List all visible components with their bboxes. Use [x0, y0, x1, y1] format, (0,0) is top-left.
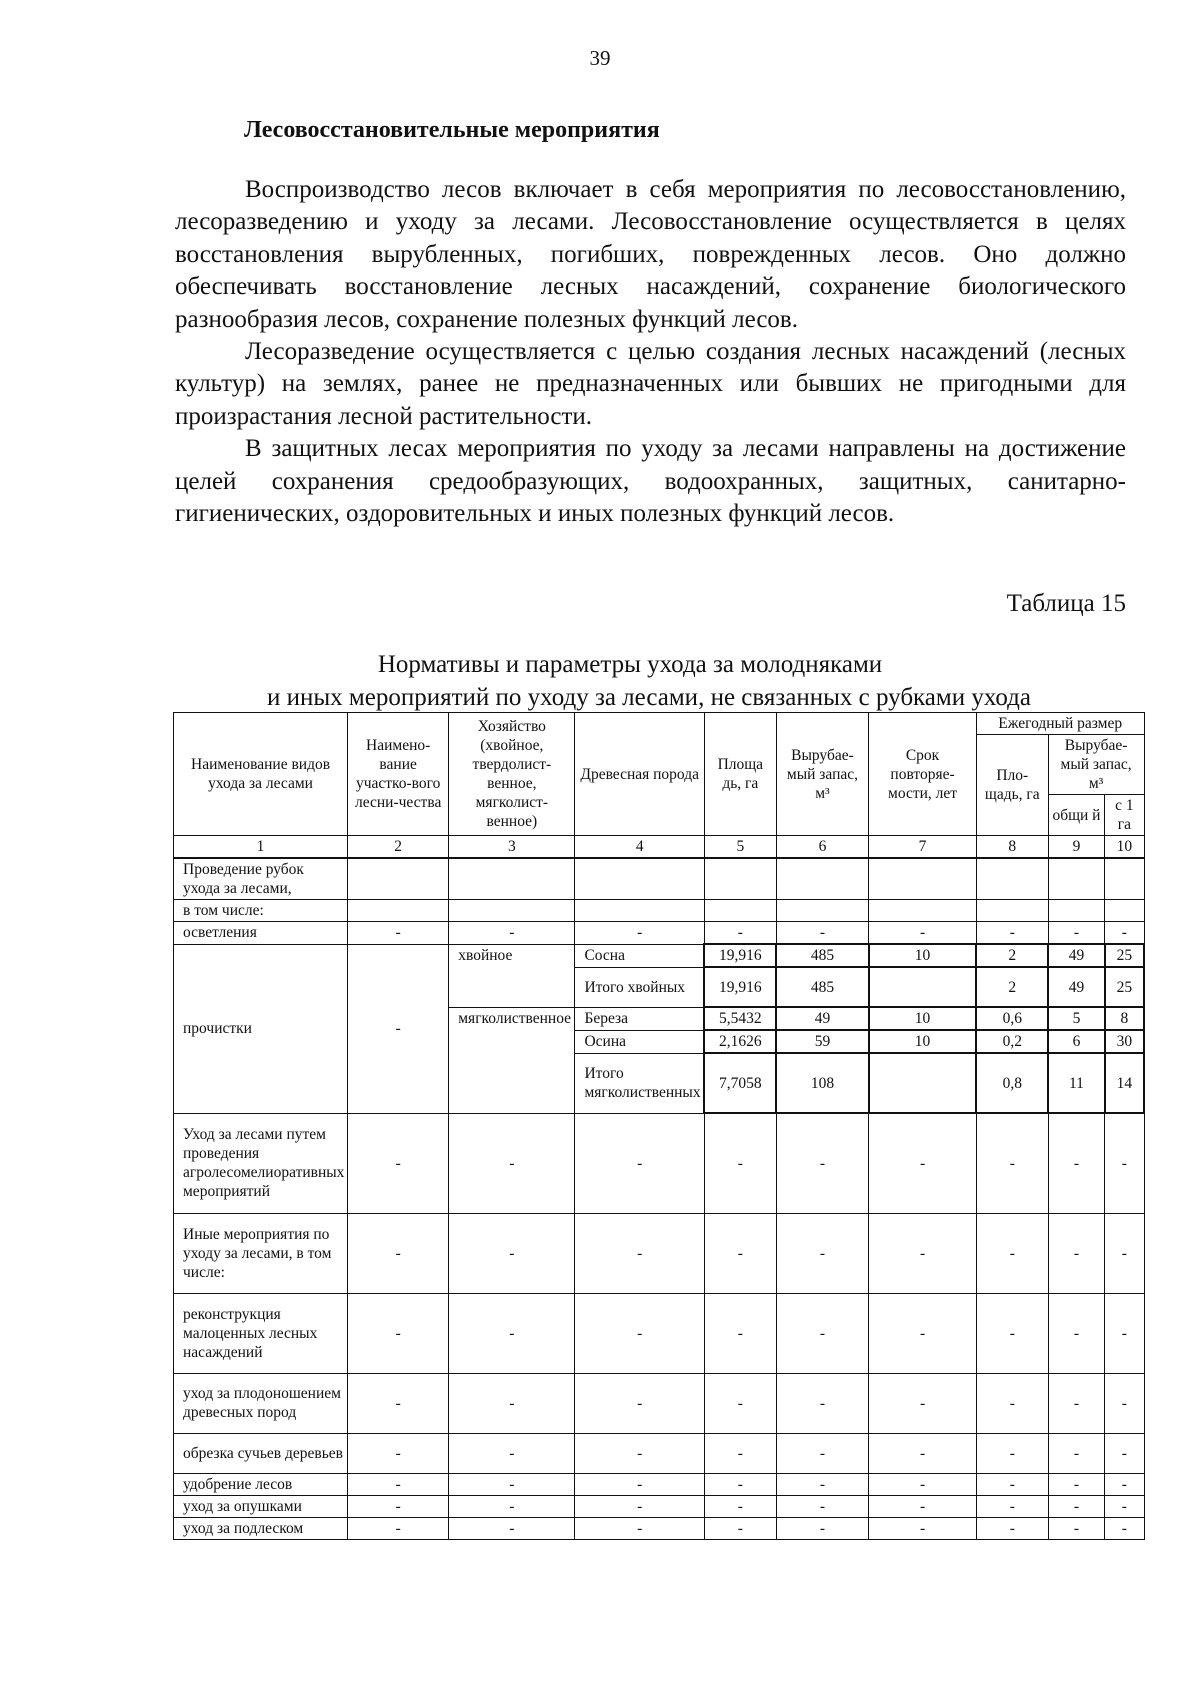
column-number: 7 — [869, 836, 977, 859]
table-cell: 25 — [1105, 944, 1144, 967]
table-row — [174, 900, 1145, 922]
table-cell: - — [869, 922, 977, 945]
table-row — [174, 1473, 1145, 1495]
table-cell: - — [776, 1433, 868, 1473]
header-cell: Площа дь, га — [704, 713, 776, 836]
table-cell: - — [976, 1373, 1048, 1433]
table-cell: - — [449, 1517, 575, 1539]
header-cell: Вырубае-мый запас, м³ — [1048, 735, 1144, 795]
table-cell: 0,2 — [976, 1030, 1048, 1053]
table-cell: 6 — [1048, 1030, 1105, 1053]
row-label: уход за плодоношением древесных пород — [174, 1373, 348, 1433]
column-number: 10 — [1105, 836, 1144, 859]
table-caption-line: и иных мероприятий по уходу за лесами, не связанных с рубками ухода — [266, 684, 1031, 711]
table-cell: 19,916 — [704, 944, 776, 967]
table-cell — [869, 1053, 977, 1113]
table-cell: - — [1105, 922, 1144, 945]
row-label: осветления — [174, 922, 348, 945]
economy-cell: мягколиственное — [449, 1007, 575, 1113]
table-row — [174, 1433, 1145, 1473]
table-cell: - — [1048, 922, 1105, 945]
paragraph: Воспроизводство лесов включает в себя мероприятия по лесовосстановлению, лесоразведению и уходу за лесами. Лесовосстановление осуществляется в целях восстановления вырубленных, погибших, поврежденных лесов. Оно должно обеспечивать восстановление лесных насаждений, сохранение биологического разнообразия лесов, сохранение полезных функций лесов. — [175, 176, 1126, 333]
table-cell: 5,5432 — [704, 1007, 776, 1030]
table-cell: - — [776, 1373, 868, 1433]
table-cell: 10 — [869, 1007, 977, 1030]
table-cell: - — [976, 1473, 1048, 1495]
table-cell: - — [1048, 1517, 1105, 1539]
table-caption — [200, 648, 1060, 714]
table-cell: - — [1048, 1473, 1105, 1495]
table-cell: 49 — [1048, 967, 1105, 1007]
table-cell: - — [449, 1495, 575, 1517]
table-cell: - — [348, 1433, 449, 1473]
header-cell: Вырубае-мый запас, м³ — [776, 713, 868, 836]
row-label: обрезка сучьев деревьев — [174, 1433, 348, 1473]
table-cell: 0,6 — [976, 1007, 1048, 1030]
table-cell: - — [449, 1473, 575, 1495]
table-cell: - — [1048, 1433, 1105, 1473]
table-cell: 2 — [976, 967, 1048, 1007]
table-cell: 11 — [1048, 1053, 1105, 1113]
row-label: уход за опушками — [174, 1495, 348, 1517]
header-cell: Хозяйство (хвойное, твердолист-венное, мягколист-венное) — [449, 713, 575, 836]
table-cell: - — [869, 1373, 977, 1433]
table-cell: 485 — [776, 944, 868, 967]
table-cell: - — [348, 1473, 449, 1495]
table-cell: - — [575, 1473, 704, 1495]
row-label: Уход за лесами путем проведения агролесомелиоративных мероприятий — [174, 1113, 348, 1213]
table-cell: 30 — [1105, 1030, 1144, 1053]
table-cell: - — [348, 1495, 449, 1517]
species-cell: Итого хвойных — [575, 967, 704, 1007]
table-row — [174, 922, 1145, 945]
table-cell: - — [348, 1517, 449, 1539]
table-cell: - — [776, 1293, 868, 1373]
table-cell: 485 — [776, 967, 868, 1007]
column-number: 9 — [1048, 836, 1105, 859]
table-row — [174, 1293, 1145, 1373]
table-cell: - — [776, 1213, 868, 1293]
column-number: 2 — [348, 836, 449, 859]
species-cell: Береза — [575, 1007, 704, 1030]
table-cell: - — [776, 1113, 868, 1213]
table-cell: - — [1105, 1433, 1144, 1473]
table-cell: - — [348, 922, 449, 945]
row-label: уход за подлеском — [174, 1517, 348, 1539]
norms-table — [173, 712, 1145, 1540]
table-row — [174, 1517, 1145, 1539]
table-cell: - — [449, 1433, 575, 1473]
table-label: Таблица 15 — [1006, 590, 1126, 617]
table-cell: - — [575, 1113, 704, 1213]
table-cell: 2,1626 — [704, 1030, 776, 1053]
table-cell: - — [869, 1517, 977, 1539]
table-cell: - — [704, 922, 776, 945]
table-cell: - — [575, 922, 704, 945]
table-cell: - — [575, 1495, 704, 1517]
column-number: 1 — [174, 836, 348, 859]
table-cell: 0,8 — [976, 1053, 1048, 1113]
table-cell: - — [1105, 1517, 1144, 1539]
table-cell: - — [348, 1373, 449, 1433]
table-cell: - — [1105, 1495, 1144, 1517]
table-cell: - — [348, 1113, 449, 1213]
table-cell: - — [1105, 1113, 1144, 1213]
table-cell: - — [704, 1473, 776, 1495]
header-cell: Срок повторяе-мости, лет — [869, 713, 977, 836]
table-cell: - — [776, 922, 868, 945]
table-cell: - — [976, 922, 1048, 945]
table-cell: - — [976, 1213, 1048, 1293]
table-cell: - — [1105, 1373, 1144, 1433]
table-cell: 49 — [1048, 944, 1105, 967]
table-cell: - — [776, 1495, 868, 1517]
table-cell: - — [1105, 1293, 1144, 1373]
table-cell: 5 — [1048, 1007, 1105, 1030]
table-cell — [869, 967, 977, 1007]
table-cell: - — [776, 1517, 868, 1539]
column-number: 5 — [704, 836, 776, 859]
species-cell: Итого мягколиственных — [575, 1053, 704, 1113]
table-cell: - — [1048, 1495, 1105, 1517]
table-cell: - — [704, 1433, 776, 1473]
table-cell: - — [348, 1213, 449, 1293]
table-cell: - — [869, 1213, 977, 1293]
table-cell: - — [1048, 1113, 1105, 1213]
header-cell: Наимено-вание участко-вого лесни-чества — [348, 713, 449, 836]
table-cell: 10 — [869, 944, 977, 967]
table-cell: 25 — [1105, 967, 1144, 1007]
table-cell: 14 — [1105, 1053, 1144, 1113]
table-cell: - — [449, 1293, 575, 1373]
table-header-row — [174, 713, 1145, 735]
table-cell: - — [1048, 1213, 1105, 1293]
paragraph: Лесоразведение осуществляется с целью создания лесных насаждений (лесных культур) на землях, ранее не предназначенных или бывших не пригодными для произрастания лесной растительности. — [175, 338, 1126, 430]
table-cell: - — [704, 1113, 776, 1213]
table-cell: - — [575, 1293, 704, 1373]
table-cell: - — [869, 1113, 977, 1213]
table-cell: - — [575, 1213, 704, 1293]
column-number: 6 — [776, 836, 868, 859]
table-cell: 49 — [776, 1007, 868, 1030]
table-cell: - — [869, 1473, 977, 1495]
table-cell: - — [976, 1433, 1048, 1473]
table-cell: 2 — [976, 944, 1048, 967]
table-cell: - — [575, 1517, 704, 1539]
table-cell: 108 — [776, 1053, 868, 1113]
economy-cell: хвойное — [449, 944, 575, 1007]
table-row — [174, 1113, 1145, 1213]
table-cell: 10 — [869, 1030, 977, 1053]
table-row — [174, 1495, 1145, 1517]
column-number-row — [174, 836, 1145, 859]
table-cell: - — [869, 1293, 977, 1373]
header-cell: Наименование видов ухода за лесами — [174, 713, 348, 836]
species-cell: Сосна — [575, 944, 704, 967]
table-cell: - — [1048, 1373, 1105, 1433]
table-caption-line: Нормативы и параметры ухода за молодняками — [377, 651, 883, 678]
row-label: удобрение лесов — [174, 1473, 348, 1495]
row-label: реконструкция малоценных лесных насаждений — [174, 1293, 348, 1373]
table-cell: - — [704, 1373, 776, 1433]
table-cell: 19,916 — [704, 967, 776, 1007]
header-cell: Пло-щадь, га — [976, 735, 1048, 836]
header-cell: Ежегодный размер — [976, 713, 1144, 735]
column-number: 4 — [575, 836, 704, 859]
table-cell: 59 — [776, 1030, 868, 1053]
table-cell: - — [704, 1517, 776, 1539]
table-cell: - — [704, 1293, 776, 1373]
table-cell: - — [976, 1517, 1048, 1539]
table-cell: - — [348, 944, 449, 1113]
row-label: прочистки — [174, 944, 348, 1113]
row-label: Проведение рубок ухода за лесами, — [174, 858, 348, 900]
table-cell: 8 — [1105, 1007, 1144, 1030]
table-cell: - — [575, 1373, 704, 1433]
species-cell: Осина — [575, 1030, 704, 1053]
table-cell: - — [869, 1495, 977, 1517]
table-cell: - — [976, 1495, 1048, 1517]
table-cell: - — [1105, 1473, 1144, 1495]
table-cell: - — [449, 922, 575, 945]
table-cell: - — [976, 1113, 1048, 1213]
table-cell: - — [1105, 1213, 1144, 1293]
table-cell: - — [869, 1433, 977, 1473]
section-title: Лесовосстановительные мероприятия — [244, 117, 660, 143]
column-number: 8 — [976, 836, 1048, 859]
table-cell: - — [704, 1495, 776, 1517]
paragraph: В защитных лесах мероприятия по уходу за лесами направлены на достижение целей сохранения средообразующих, водоохранных, защитных, санитарно-гигиенических, оздоровительных и иных полезных функций лесов. — [175, 435, 1126, 528]
row-label: Иные мероприятия по уходу за лесами, в том числе: — [174, 1213, 348, 1293]
table-cell: - — [776, 1473, 868, 1495]
table-cell: - — [704, 1213, 776, 1293]
header-cell: общи й — [1048, 795, 1105, 836]
table-cell: - — [348, 1293, 449, 1373]
page-number: 39 — [589, 46, 611, 70]
body-text — [175, 174, 1126, 530]
table-cell: - — [976, 1293, 1048, 1373]
table-cell: 7,7058 — [704, 1053, 776, 1113]
column-number: 3 — [449, 836, 575, 859]
table-row — [174, 858, 1145, 900]
table-cell: - — [449, 1213, 575, 1293]
table-row — [174, 944, 1145, 967]
table-row — [174, 1213, 1145, 1293]
table-cell: - — [449, 1113, 575, 1213]
row-label: в том числе: — [174, 900, 348, 922]
header-cell: с 1 га — [1105, 795, 1144, 836]
header-cell: Древесная порода — [575, 713, 704, 836]
table-cell: - — [1048, 1293, 1105, 1373]
table-row — [174, 1373, 1145, 1433]
table-cell: - — [575, 1433, 704, 1473]
table-cell: - — [449, 1373, 575, 1433]
